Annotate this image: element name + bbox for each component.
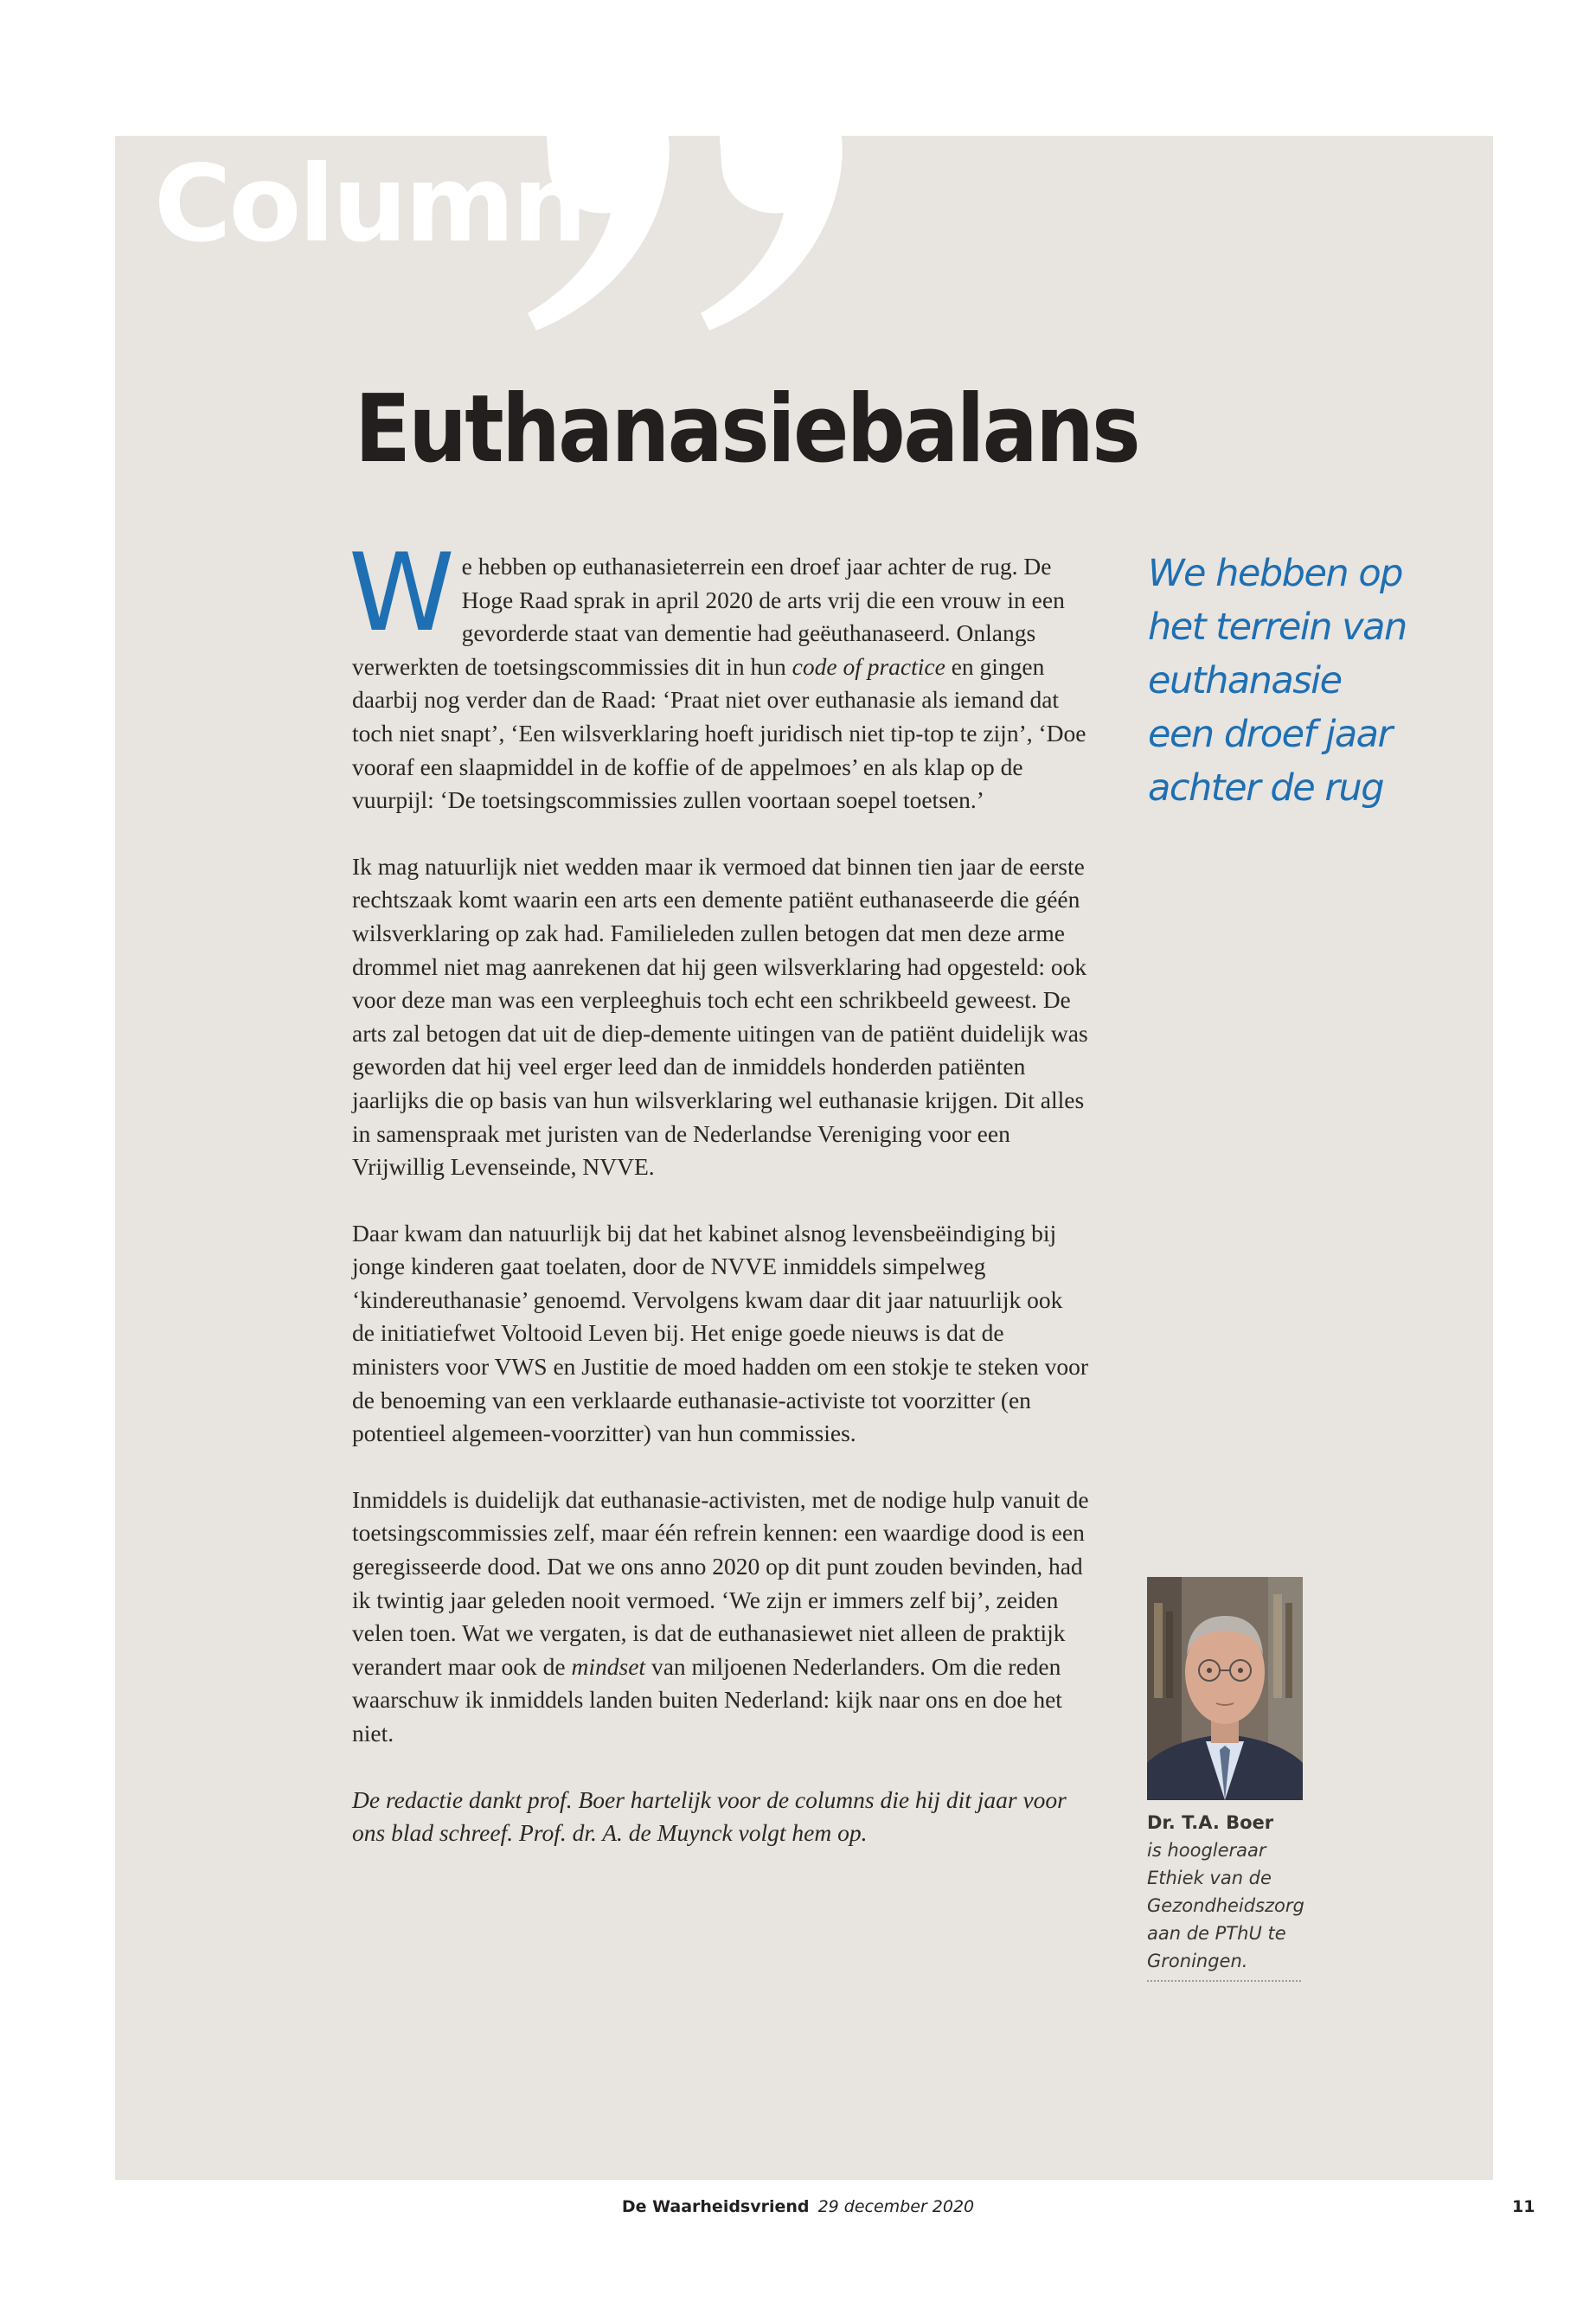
author-photo: [1147, 1577, 1303, 1800]
page-footer: [0, 2197, 1596, 2216]
paragraph-1: We hebben op euthanasieterrein een droef jaar achter de rug. De Hoge Raad sprak in april 2020 de arts vrij die een vrouw in een gevorderde staat van dementie had geëuthanaseerd. Onlangs verwerkten de toetsingscommissies dit in hun code of practice en gingen daarbij nog verder dan de Raad: ‘Praat niet over euthanasie als iemand dat toch niet snapt’, ‘Een wilsverklaring hoeft juridisch niet tip-top te zijn’, ‘Doe vooraf een slaapmiddel in de koffie of de appelmoes’ en als klap op de vuurpijl: ‘De toetsingscommissies zullen voortaan soepel toetsen.’: [349, 531, 1086, 814]
section-label: Column: [154, 143, 585, 266]
editorial-credit: De redactie dankt prof. Boer hartelijk voor de columns die hij dit jaar voor ons blad schreef. Prof. dr. A. de Muynck volgt hem op.: [352, 1785, 1067, 1847]
author-role: is hoogleraar Ethiek van de Gezondheidszorg aan de PThU te Groningen.: [1147, 1840, 1304, 1971]
author-caption: [1147, 1809, 1304, 1982]
article-body: [349, 531, 1089, 1883]
page-number: 11: [1512, 2197, 1535, 2216]
paragraph-2: Ik mag natuurlijk niet wedden maar ik vermoed dat binnen tien jaar de eerste rechtszaak komt waarin een arts een demente patiënt euthanaseerde die géén wilsverklaring op zak had. Familieleden zullen betogen dat men deze arme drommel niet mag aanrekenen dat hij geen wilsverklaring had opgesteld: ook voor deze man was een verpleeghuis toch echt een schrikbeeld geweest. De arts zal betogen dat uit de diep-demente uitingen van de patiënt duidelijk was geworden dat hij veel erger leed dan de inmiddels honderden patiënten jaarlijks die op basis van hun wilsverklaring wel euthanasie krijgen. Dit alles in samenspraak met juristen van de Nederlandse Vereniging voor een Vrijwillig Levenseinde, NVVE.: [352, 852, 1088, 1181]
paragraph-3: Daar kwam dan natuurlijk bij dat het kabinet alsnog levensbeëindiging bij jonge kinderen gaat toelaten, door de NVVE inmiddels simpelweg ‘kindereuthanasie’ genoemd. Vervolgens kwam daar dit jaar natuurlijk ook de initiatiefwet Voltooid Leven bij. Het enige goede nieuws is dat de ministers voor VWS en Justitie de moed hadden om een stokje te steken voor de benoeming van een verklaarde euthanasie-activiste tot voorzitter (en potentieel algemeen-voorzitter) van hun commissies.: [352, 1219, 1089, 1447]
author-name: Dr. T.A. Boer: [1147, 1812, 1274, 1833]
pull-quote: We hebben op het terrein van euthanasie een droef jaar achter de rug: [1148, 552, 1407, 810]
issue-date: 29 december 2020: [817, 2197, 975, 2216]
paragraph-4: Inmiddels is duidelijk dat euthanasie-activisten, met de nodige hulp vanuit de toetsingscommissies zelf, maar één refrein kennen: een waardige dood is een geregisseerde dood. Dat we ons anno 2020 op dit punt zouden bevinden, had ik twintig jaar geleden nooit vermoed. ‘We zijn er immers zelf bij’, zeiden velen toen. Wat we vergaten, is dat de euthanasiewet niet alleen de praktijk verandert maar ook de mindset van miljoenen Nederlanders. Om die reden waarschuw ik inmiddels landen buiten Nederland: kijk naar ons en doe het niet.: [352, 1485, 1089, 1747]
dropcap: W: [349, 531, 455, 656]
publication-name: De Waarheidsvriend: [621, 2197, 810, 2216]
article-headline: Euthanasiebalans: [355, 375, 1139, 484]
